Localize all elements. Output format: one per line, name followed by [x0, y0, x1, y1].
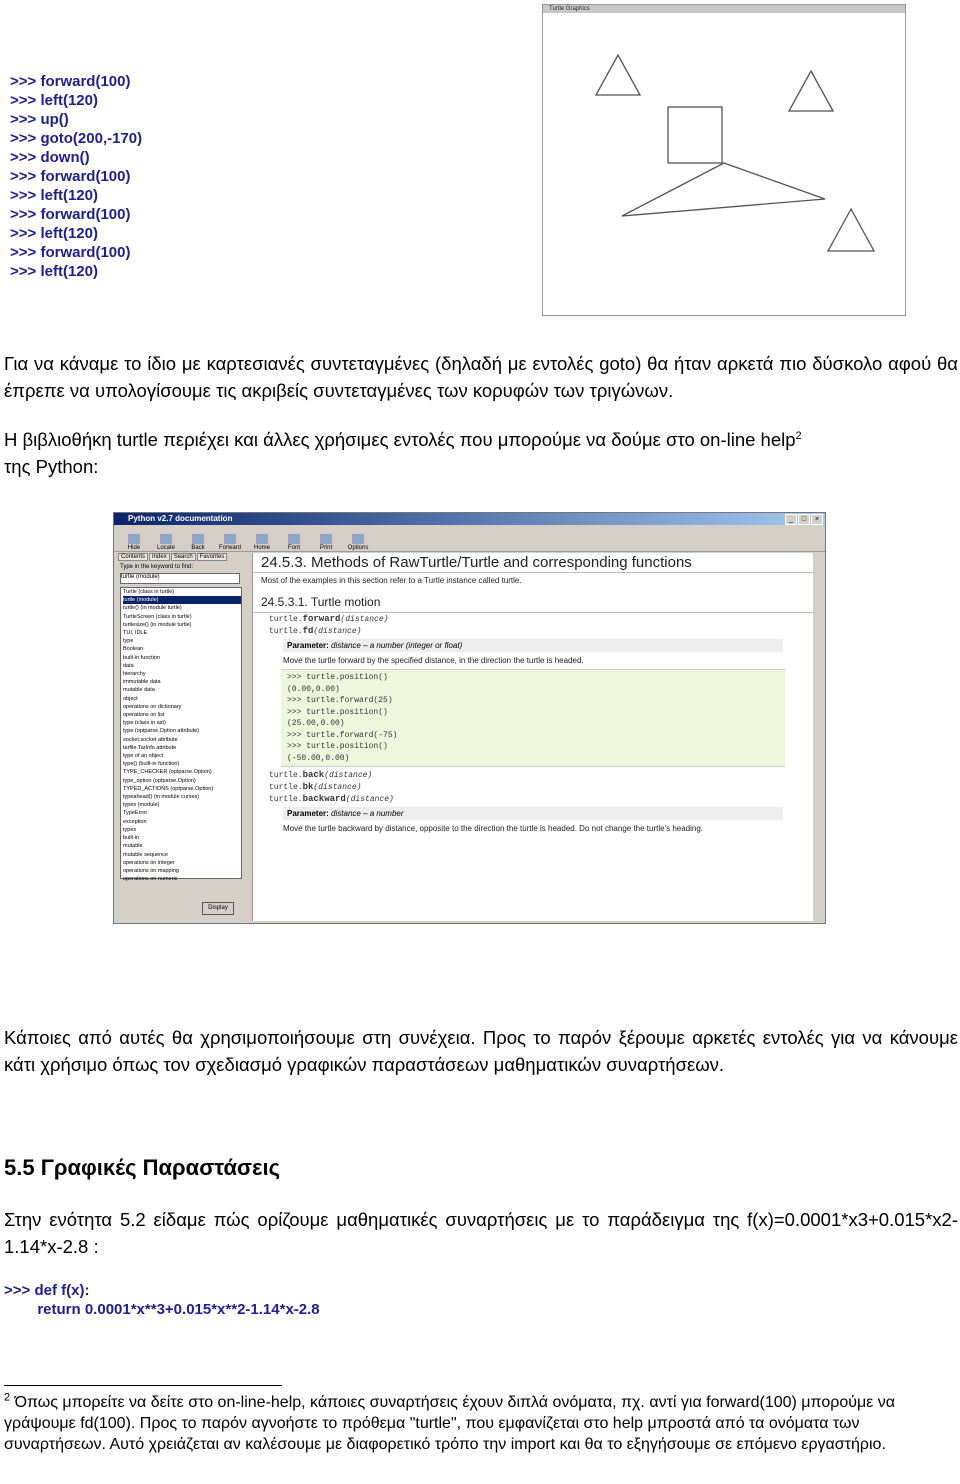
- code-example-line: (25.00,0.00): [287, 719, 345, 728]
- help-toolbar: [114, 525, 825, 552]
- help-window-title: Python v2.7 documentation: [114, 513, 825, 525]
- paragraph-2-end: της Python:: [4, 456, 99, 477]
- index-list-item[interactable]: type_option (optparse.Option): [123, 777, 196, 784]
- index-list-item[interactable]: immutable data: [123, 679, 161, 686]
- index-list-item[interactable]: type (class in ast): [123, 720, 166, 727]
- index-list-item[interactable]: type (optparse.Option attribute): [123, 728, 200, 735]
- index-list-item[interactable]: TYPED_ACTIONS (optparse.Option): [123, 785, 214, 792]
- code-example-line: (0.00,0.00): [287, 684, 340, 694]
- description-backward: Move the turtle backward by distance, opposite to the direction the turtle is headed. Do not change the turtle's heading.: [283, 824, 704, 833]
- code-example-line: >>> turtle.position(): [287, 742, 388, 751]
- code-block-2: [4, 1281, 320, 1319]
- window-controls: [785, 514, 823, 525]
- index-list-item[interactable]: TurtleScreen (class in turtle): [123, 613, 192, 620]
- tab-index[interactable]: Index: [149, 553, 170, 561]
- index-list-item[interactable]: Boolean: [123, 646, 144, 653]
- tab-search[interactable]: Search: [171, 553, 196, 561]
- code-line: >>> left(120): [10, 92, 98, 109]
- index-list-item[interactable]: operations on numeric: [123, 876, 178, 883]
- parameter-box-2: Parameter: distance – a number: [283, 807, 783, 820]
- footnote: [4, 1392, 958, 1455]
- triangle-2: [789, 71, 833, 111]
- index-list-item[interactable]: type() (built-in function): [123, 761, 180, 768]
- code-line: >>> left(120): [10, 263, 98, 280]
- index-list-item[interactable]: turtle (module): [123, 596, 241, 604]
- index-list-item[interactable]: types: [123, 826, 137, 833]
- code-example-line: >>> turtle.position(): [287, 707, 388, 717]
- square: [668, 107, 722, 163]
- turtle-window-title: Turtle Graphics: [543, 5, 905, 13]
- display-button[interactable]: Display: [202, 902, 234, 915]
- code-line: >>> down(): [10, 149, 90, 166]
- code-example-line: >>> turtle.position(): [287, 673, 388, 682]
- toolbar-home-button[interactable]: Home: [250, 534, 274, 551]
- paragraph-2-text: Η βιβλιοθήκη turtle περιέχει και άλλες χρήσιμες εντολές που μπορούμε να δούμε στο on-line help: [4, 429, 796, 450]
- signature-bk: turtle.bk(distance): [269, 782, 362, 792]
- index-list-item[interactable]: operations on integer: [123, 859, 175, 866]
- index-list-item[interactable]: built-in function: [123, 654, 160, 661]
- section-heading: 5.5 Γραφικές Παραστάσεις: [4, 1155, 281, 1180]
- doc-intro: Most of the examples in this section refer to a Turtle instance called turtle.: [261, 576, 522, 585]
- index-list-item[interactable]: operations on list: [123, 712, 165, 719]
- turtle-graphics-window: [542, 4, 906, 316]
- index-list-item[interactable]: object: [123, 695, 138, 702]
- maximize-icon[interactable]: □: [798, 514, 810, 525]
- code-line: return 0.0001*x**3+0.015*x**2-1.14*x-2.8: [4, 1301, 320, 1318]
- tab-favorites[interactable]: Favorites: [197, 553, 228, 561]
- toolbar-hide-button[interactable]: Hide: [122, 534, 146, 551]
- index-list-item[interactable]: mutable data: [123, 687, 155, 694]
- triangle-3: [828, 209, 874, 251]
- description-forward: Move the turtle forward by the specified distance, in the direction the turtle is headed.: [283, 656, 584, 665]
- options-icon: [352, 534, 364, 544]
- code-line: >>> forward(100): [10, 244, 131, 261]
- index-list-item[interactable]: exception: [123, 818, 147, 825]
- index-list-item[interactable]: type of an object: [123, 753, 164, 760]
- hide-icon: [128, 534, 140, 544]
- toolbar-forward-button[interactable]: Forward: [218, 534, 242, 551]
- toolbar-back-button[interactable]: Back: [186, 534, 210, 551]
- signature-backward: turtle.backward(distance): [269, 794, 394, 804]
- help-navigation-pane: [118, 553, 246, 919]
- minimize-icon[interactable]: _: [785, 514, 797, 525]
- footnote-text: Όπως μπορείτε να δείτε στο on-line-help, κάποιες συναρτήσεις έχουν διπλά ονόματα, πχ. αντί για forward(100) μπορούμε να γράψουμε fd(100). Προς το παρόν αγνοήστε το πρόθεμα "turtle", που εμφανίζεται στο help μπροστά από τα ονόματα των συναρτήσεων. Αυτό χρειάζεται αν καλέσουμε με διαφορετικό τρόπο την import και θα το εξηγήσουμε σε επόμενο εργαστήριο.: [4, 1394, 896, 1453]
- code-line: >>> forward(100): [10, 73, 131, 90]
- index-list-item[interactable]: Turtle (class in turtle): [123, 589, 175, 595]
- triangle-1: [596, 55, 640, 95]
- footnote-mark: 2: [4, 1391, 11, 1404]
- python-help-window: [113, 512, 826, 924]
- code-block-1: [10, 72, 142, 281]
- code-line: >>> forward(100): [10, 206, 131, 223]
- index-list-item[interactable]: data: [123, 662, 134, 669]
- index-list[interactable]: [120, 587, 242, 883]
- index-list-item[interactable]: operations on dictionary: [123, 703, 182, 710]
- keyword-label: Type in the keyword to find:: [120, 564, 194, 570]
- doc-heading: 24.5.3. Methods of RawTurtle/Turtle and corresponding functions: [253, 553, 813, 573]
- index-list-item[interactable]: TUI, IDLE: [123, 630, 148, 637]
- paragraph-4: Στην ενότητα 5.2 είδαμε πώς ορίζουμε μαθηματικές συναρτήσεις με το παράδειγμα της f(x)=0.0001*x3+0.015*x2-1.14*x-2.8 :: [4, 1209, 958, 1257]
- index-list-item[interactable]: mutable: [123, 843, 143, 850]
- index-list-item[interactable]: TypeError: [123, 810, 148, 817]
- signature-fd: turtle.fd(distance): [269, 626, 362, 636]
- font-icon: [288, 534, 300, 544]
- code-line: >>> left(120): [10, 225, 98, 242]
- code-example-line: >>> turtle.forward(25): [287, 696, 393, 705]
- index-list-item[interactable]: turtlesize() (in module turtle): [123, 621, 192, 628]
- locate-icon: [160, 534, 172, 544]
- code-line: >>> forward(100): [10, 168, 131, 185]
- home-icon: [256, 534, 268, 544]
- toolbar-options-button[interactable]: Options: [346, 534, 370, 551]
- turtle-drawing: [543, 13, 905, 313]
- index-list-item[interactable]: typeahead() (in module curses): [123, 794, 200, 801]
- toolbar-locate-button[interactable]: Locate: [154, 534, 178, 551]
- toolbar-print-button[interactable]: Print: [314, 534, 338, 551]
- code-line: >>> up(): [10, 111, 69, 128]
- paragraph-1: Για να κάναμε το ίδιο με καρτεσιανές συντεταγμένες (δηλαδή με εντολές goto) θα ήταν αρκετά πιο δύσκολο αφού θα έπρεπε να υπολογίσουμε τις ακριβείς συντεταγμένες των κορυφών των τριγώνων.: [4, 353, 958, 401]
- index-list-item[interactable]: built-in: [123, 835, 140, 842]
- paragraph-3: Κάποιες από αυτές θα χρησιμοποιήσουμε στη συνέχεια. Προς το παρόν ξέρουμε αρκετές εντολές για να κάνουμε κάτι χρήσιμο όπως τον σχεδιασμό γραφικών παραστάσεων μαθηματικών συναρτήσεων.: [4, 1027, 958, 1075]
- parameter-box: Parameter: distance – a number (integer or float): [283, 639, 783, 652]
- forward-icon: [224, 534, 236, 544]
- signature-back: turtle.back(distance): [269, 770, 373, 780]
- help-content-pane: [252, 553, 813, 921]
- index-list-item[interactable]: mutable sequence: [123, 851, 168, 858]
- code-line: >>> def f(x):: [4, 1282, 90, 1299]
- signature-forward: turtle.forward(distance): [269, 614, 389, 624]
- footnote-rule: [4, 1385, 282, 1386]
- index-list-item[interactable]: hierarchy: [123, 671, 146, 678]
- close-icon[interactable]: ×: [811, 514, 823, 525]
- footnote-ref[interactable]: 2: [795, 429, 802, 442]
- paragraph-2: [4, 426, 958, 480]
- back-icon: [192, 534, 204, 544]
- code-line: >>> left(120): [10, 187, 98, 204]
- toolbar-font-button[interactable]: Font: [282, 534, 306, 551]
- index-list-item[interactable]: TYPE_CHECKER (optparse.Option): [123, 769, 212, 776]
- index-list-item[interactable]: operations on mapping: [123, 867, 179, 874]
- doc-subheading: 24.5.3.1. Turtle motion: [253, 592, 813, 613]
- code-example-box: [281, 669, 785, 767]
- code-example-line: >>> turtle.forward(-75): [287, 730, 398, 740]
- print-icon: [320, 534, 332, 544]
- code-line: >>> goto(200,-170): [10, 130, 143, 147]
- index-list-item[interactable]: socket.socket attribute: [123, 736, 178, 743]
- code-example-line: (-50.00,0.00): [287, 753, 350, 763]
- stretched-triangle: [622, 163, 825, 216]
- tab-contents[interactable]: Contents: [118, 553, 148, 561]
- keyword-input[interactable]: turtle (module): [120, 573, 240, 584]
- index-list-item[interactable]: type: [123, 638, 134, 645]
- index-list-item[interactable]: types (module): [123, 802, 160, 809]
- index-list-item[interactable]: turtle() (in module turtle): [123, 605, 182, 612]
- index-list-item[interactable]: tarfile.TarInfo attribute: [123, 744, 177, 751]
- nav-tabs: [118, 553, 246, 561]
